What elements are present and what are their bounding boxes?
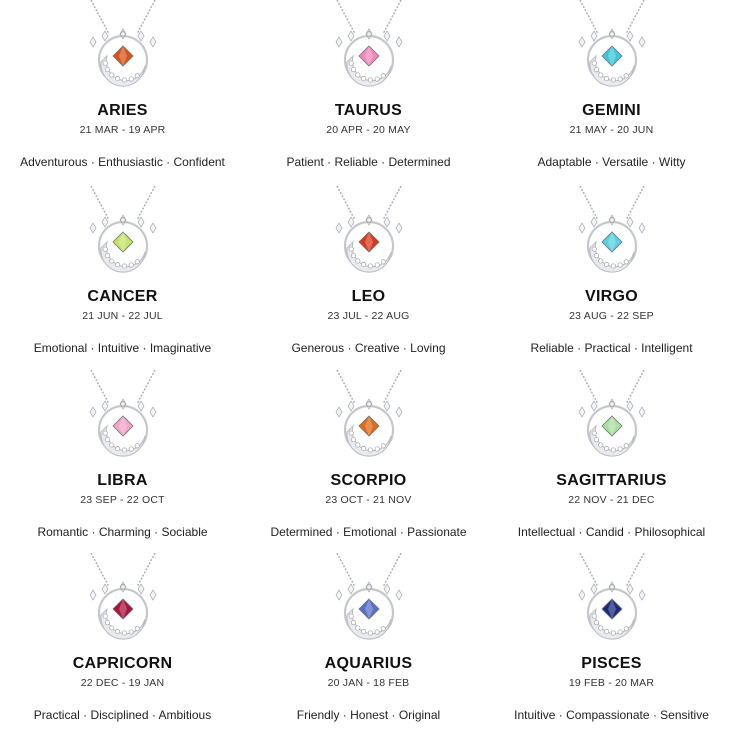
pave-stone — [115, 76, 119, 80]
sign-dates: 22 NOV - 21 DEC — [568, 494, 655, 506]
pave-stone — [617, 630, 621, 634]
pendant-svg — [309, 370, 429, 462]
pave-stone — [351, 253, 355, 257]
pave-stone — [355, 259, 359, 263]
chain-left — [337, 0, 355, 34]
pave-stone — [611, 78, 615, 82]
pave-stone — [103, 614, 107, 618]
star-stone — [90, 407, 96, 417]
chain-left — [91, 370, 109, 404]
star-stone — [150, 37, 156, 47]
pave-stone — [374, 447, 378, 451]
pave-stone — [592, 61, 596, 65]
pave-stone — [624, 444, 628, 448]
necklace-pendant-image — [309, 0, 429, 92]
pendant-svg — [63, 186, 183, 278]
sign-traits: Practical · Disciplined · Ambitious — [33, 708, 212, 722]
pave-stone — [381, 74, 385, 78]
pave-stone — [598, 259, 602, 263]
necklace-pendant-image — [63, 553, 183, 645]
sign-dates: 21 MAY - 20 JUN — [569, 124, 654, 136]
star-stone — [102, 217, 108, 227]
pave-stone — [611, 264, 615, 268]
sign-traits: Intuitive · Compassionate · Sensitive — [514, 708, 709, 722]
pendant-svg — [63, 553, 183, 645]
pave-stone — [604, 76, 608, 80]
chain-right — [137, 0, 155, 34]
sign-name: ARIES — [97, 102, 148, 119]
necklace-pendant-image — [309, 553, 429, 645]
chain-right — [137, 370, 155, 404]
zodiac-card-scorpio[interactable] — [246, 370, 491, 554]
chain-right — [137, 553, 155, 587]
sign-dates: 23 SEP - 22 OCT — [80, 494, 165, 506]
star-stone — [591, 217, 597, 227]
necklace-pendant-image — [552, 553, 672, 645]
chain-right — [383, 186, 401, 220]
star-stone — [384, 217, 390, 227]
chain-right — [626, 186, 644, 220]
chain-left — [580, 370, 598, 404]
pave-stone — [128, 630, 132, 634]
zodiac-card-virgo[interactable] — [489, 186, 734, 370]
pendant-svg — [552, 0, 672, 92]
pave-stone — [122, 448, 126, 452]
star-stone — [591, 31, 597, 41]
pave-stone — [105, 437, 109, 441]
star-stone — [348, 401, 354, 411]
pave-stone — [604, 446, 608, 450]
pave-stone — [604, 629, 608, 633]
pave-stone — [598, 443, 602, 447]
star-stone — [384, 31, 390, 41]
sign-traits: Patient · Reliable · Determined — [286, 155, 451, 169]
pave-stone — [135, 627, 139, 631]
sign-name: VIRGO — [584, 288, 639, 305]
pave-stone — [361, 446, 365, 450]
sign-name: LIBRA — [97, 472, 148, 489]
pave-stone — [592, 247, 596, 251]
star-stone — [138, 401, 144, 411]
sign-dates: 20 APR - 20 MAY — [326, 124, 411, 136]
star-stone — [579, 590, 585, 600]
pave-stone — [128, 263, 132, 267]
star-stone — [639, 407, 645, 417]
pave-stone — [592, 614, 596, 618]
pave-stone — [617, 447, 621, 451]
sign-dates: 19 FEB - 20 MAR — [568, 677, 655, 689]
sign-name: CAPRICORN — [72, 655, 173, 672]
star-stone — [150, 590, 156, 600]
sign-traits: Reliable · Practical · Intelligent — [530, 341, 693, 355]
pave-stone — [598, 73, 602, 77]
pave-stone — [349, 61, 353, 65]
star-stone — [396, 407, 402, 417]
zodiac-card-capricorn[interactable] — [0, 553, 245, 737]
chain-right — [137, 186, 155, 220]
sign-dates: 23 AUG - 22 SEP — [569, 310, 654, 322]
chain-left — [580, 186, 598, 220]
pave-stone — [381, 627, 385, 631]
pave-stone — [624, 74, 628, 78]
pendant-svg — [63, 370, 183, 462]
pave-stone — [617, 263, 621, 267]
star-stone — [336, 590, 342, 600]
chain-right — [626, 0, 644, 34]
zodiac-card-cancer[interactable] — [0, 186, 245, 370]
necklace-pendant-image — [63, 370, 183, 462]
sign-dates: 21 MAR - 19 APR — [79, 124, 166, 136]
pave-stone — [368, 78, 372, 82]
pave-stone — [103, 61, 107, 65]
pendant-svg — [63, 0, 183, 92]
chain-right — [383, 553, 401, 587]
chain-left — [580, 0, 598, 34]
star-stone — [396, 590, 402, 600]
pave-stone — [105, 620, 109, 624]
star-stone — [90, 37, 96, 47]
pave-stone — [135, 74, 139, 78]
pave-stone — [355, 443, 359, 447]
star-stone — [384, 401, 390, 411]
star-stone — [591, 584, 597, 594]
pave-stone — [103, 431, 107, 435]
star-stone — [639, 37, 645, 47]
star-stone — [102, 401, 108, 411]
pave-stone — [594, 437, 598, 441]
star-stone — [138, 31, 144, 41]
star-stone — [627, 31, 633, 41]
pave-stone — [355, 73, 359, 77]
star-stone — [348, 584, 354, 594]
pendant-svg — [552, 370, 672, 462]
pave-stone — [604, 262, 608, 266]
zodiac-card-aries[interactable] — [0, 0, 245, 184]
chain-right — [626, 553, 644, 587]
sign-traits: Friendly · Honest · Original — [296, 708, 441, 722]
pendant-svg — [309, 553, 429, 645]
star-stone — [591, 401, 597, 411]
zodiac-card-pisces[interactable] — [489, 553, 734, 737]
star-stone — [102, 31, 108, 41]
chain-right — [383, 0, 401, 34]
pave-stone — [594, 620, 598, 624]
pave-stone — [594, 67, 598, 71]
necklace-pendant-image — [309, 186, 429, 278]
pave-stone — [115, 446, 119, 450]
pave-stone — [351, 67, 355, 71]
sign-dates: 22 DEC - 19 JAN — [80, 677, 165, 689]
star-stone — [396, 37, 402, 47]
pave-stone — [109, 443, 113, 447]
chain-left — [91, 186, 109, 220]
pave-stone — [109, 259, 113, 263]
pave-stone — [109, 626, 113, 630]
pave-stone — [355, 626, 359, 630]
sign-name: CANCER — [87, 288, 158, 305]
zodiac-card-libra[interactable] — [0, 370, 245, 554]
pave-stone — [105, 67, 109, 71]
sign-dates: 20 JAN - 18 FEB — [327, 677, 410, 689]
pave-stone — [361, 262, 365, 266]
pendant-svg — [552, 553, 672, 645]
star-stone — [336, 407, 342, 417]
zodiac-card-leo[interactable] — [246, 186, 491, 370]
sign-name: LEO — [351, 288, 386, 305]
zodiac-card-aquarius[interactable] — [246, 553, 491, 737]
pave-stone — [374, 77, 378, 81]
pendant-svg — [309, 186, 429, 278]
pave-stone — [381, 444, 385, 448]
pave-stone — [115, 629, 119, 633]
necklace-pendant-image — [63, 0, 183, 92]
sign-traits: Adaptable · Versatile · Witty — [537, 155, 686, 169]
chain-left — [337, 553, 355, 587]
pave-stone — [368, 448, 372, 452]
sign-traits: Generous · Creative · Loving — [291, 341, 446, 355]
necklace-pendant-image — [552, 186, 672, 278]
pave-stone — [592, 431, 596, 435]
pave-stone — [368, 631, 372, 635]
pave-stone — [103, 247, 107, 251]
star-stone — [579, 223, 585, 233]
sign-traits: Adventurous · Enthusiastic · Confident — [20, 155, 225, 169]
star-stone — [336, 37, 342, 47]
star-stone — [90, 223, 96, 233]
sign-name: SCORPIO — [330, 472, 407, 489]
pave-stone — [351, 620, 355, 624]
sign-dates: 23 OCT - 21 NOV — [325, 494, 412, 506]
chain-left — [91, 553, 109, 587]
chain-left — [337, 370, 355, 404]
pave-stone — [135, 444, 139, 448]
pave-stone — [624, 260, 628, 264]
sign-traits: Determined · Emotional · Passionate — [270, 525, 467, 539]
star-stone — [639, 590, 645, 600]
star-stone — [384, 584, 390, 594]
pave-stone — [361, 76, 365, 80]
pave-stone — [135, 260, 139, 264]
star-stone — [627, 401, 633, 411]
pave-stone — [349, 247, 353, 251]
pave-stone — [349, 431, 353, 435]
star-stone — [150, 407, 156, 417]
sign-traits: Romantic · Charming · Sociable — [37, 525, 208, 539]
chain-left — [580, 553, 598, 587]
pave-stone — [374, 263, 378, 267]
pave-stone — [611, 448, 615, 452]
zodiac-card-sagittarius[interactable] — [489, 370, 734, 554]
star-stone — [348, 31, 354, 41]
zodiac-card-taurus[interactable] — [246, 0, 491, 184]
pave-stone — [128, 447, 132, 451]
necklace-pendant-image — [552, 370, 672, 462]
sign-name: AQUARIUS — [324, 655, 413, 672]
star-stone — [627, 217, 633, 227]
star-stone — [150, 223, 156, 233]
sign-name: GEMINI — [582, 102, 641, 119]
necklace-pendant-image — [552, 0, 672, 92]
pave-stone — [624, 627, 628, 631]
star-stone — [138, 584, 144, 594]
star-stone — [627, 584, 633, 594]
pave-stone — [361, 629, 365, 633]
pendant-svg — [552, 186, 672, 278]
pave-stone — [122, 631, 126, 635]
necklace-pendant-image — [63, 186, 183, 278]
pave-stone — [368, 264, 372, 268]
sign-name: SAGITTARIUS — [556, 472, 667, 489]
star-stone — [348, 217, 354, 227]
pave-stone — [122, 264, 126, 268]
sign-dates: 21 JUN - 22 JUL — [82, 310, 163, 322]
pave-stone — [349, 614, 353, 618]
star-stone — [396, 223, 402, 233]
pave-stone — [611, 631, 615, 635]
star-stone — [579, 37, 585, 47]
pave-stone — [598, 626, 602, 630]
pave-stone — [105, 253, 109, 257]
pave-stone — [128, 77, 132, 81]
sign-traits: Intellectual · Candid · Philosophical — [517, 525, 706, 539]
star-stone — [639, 223, 645, 233]
zodiac-card-gemini[interactable] — [489, 0, 734, 184]
pave-stone — [351, 437, 355, 441]
sign-dates: 23 JUL - 22 AUG — [327, 310, 410, 322]
chain-right — [383, 370, 401, 404]
pave-stone — [374, 630, 378, 634]
necklace-pendant-image — [309, 370, 429, 462]
pendant-svg — [309, 0, 429, 92]
pave-stone — [617, 77, 621, 81]
star-stone — [336, 223, 342, 233]
chain-right — [626, 370, 644, 404]
pave-stone — [115, 262, 119, 266]
chain-left — [91, 0, 109, 34]
star-stone — [102, 584, 108, 594]
star-stone — [138, 217, 144, 227]
star-stone — [579, 407, 585, 417]
sign-traits: Emotional · Intuitive · Imaginative — [33, 341, 212, 355]
chain-left — [337, 186, 355, 220]
pave-stone — [109, 73, 113, 77]
pave-stone — [594, 253, 598, 257]
pave-stone — [122, 78, 126, 82]
pave-stone — [381, 260, 385, 264]
sign-name: PISCES — [581, 655, 642, 672]
sign-name: TAURUS — [334, 102, 403, 119]
star-stone — [90, 590, 96, 600]
